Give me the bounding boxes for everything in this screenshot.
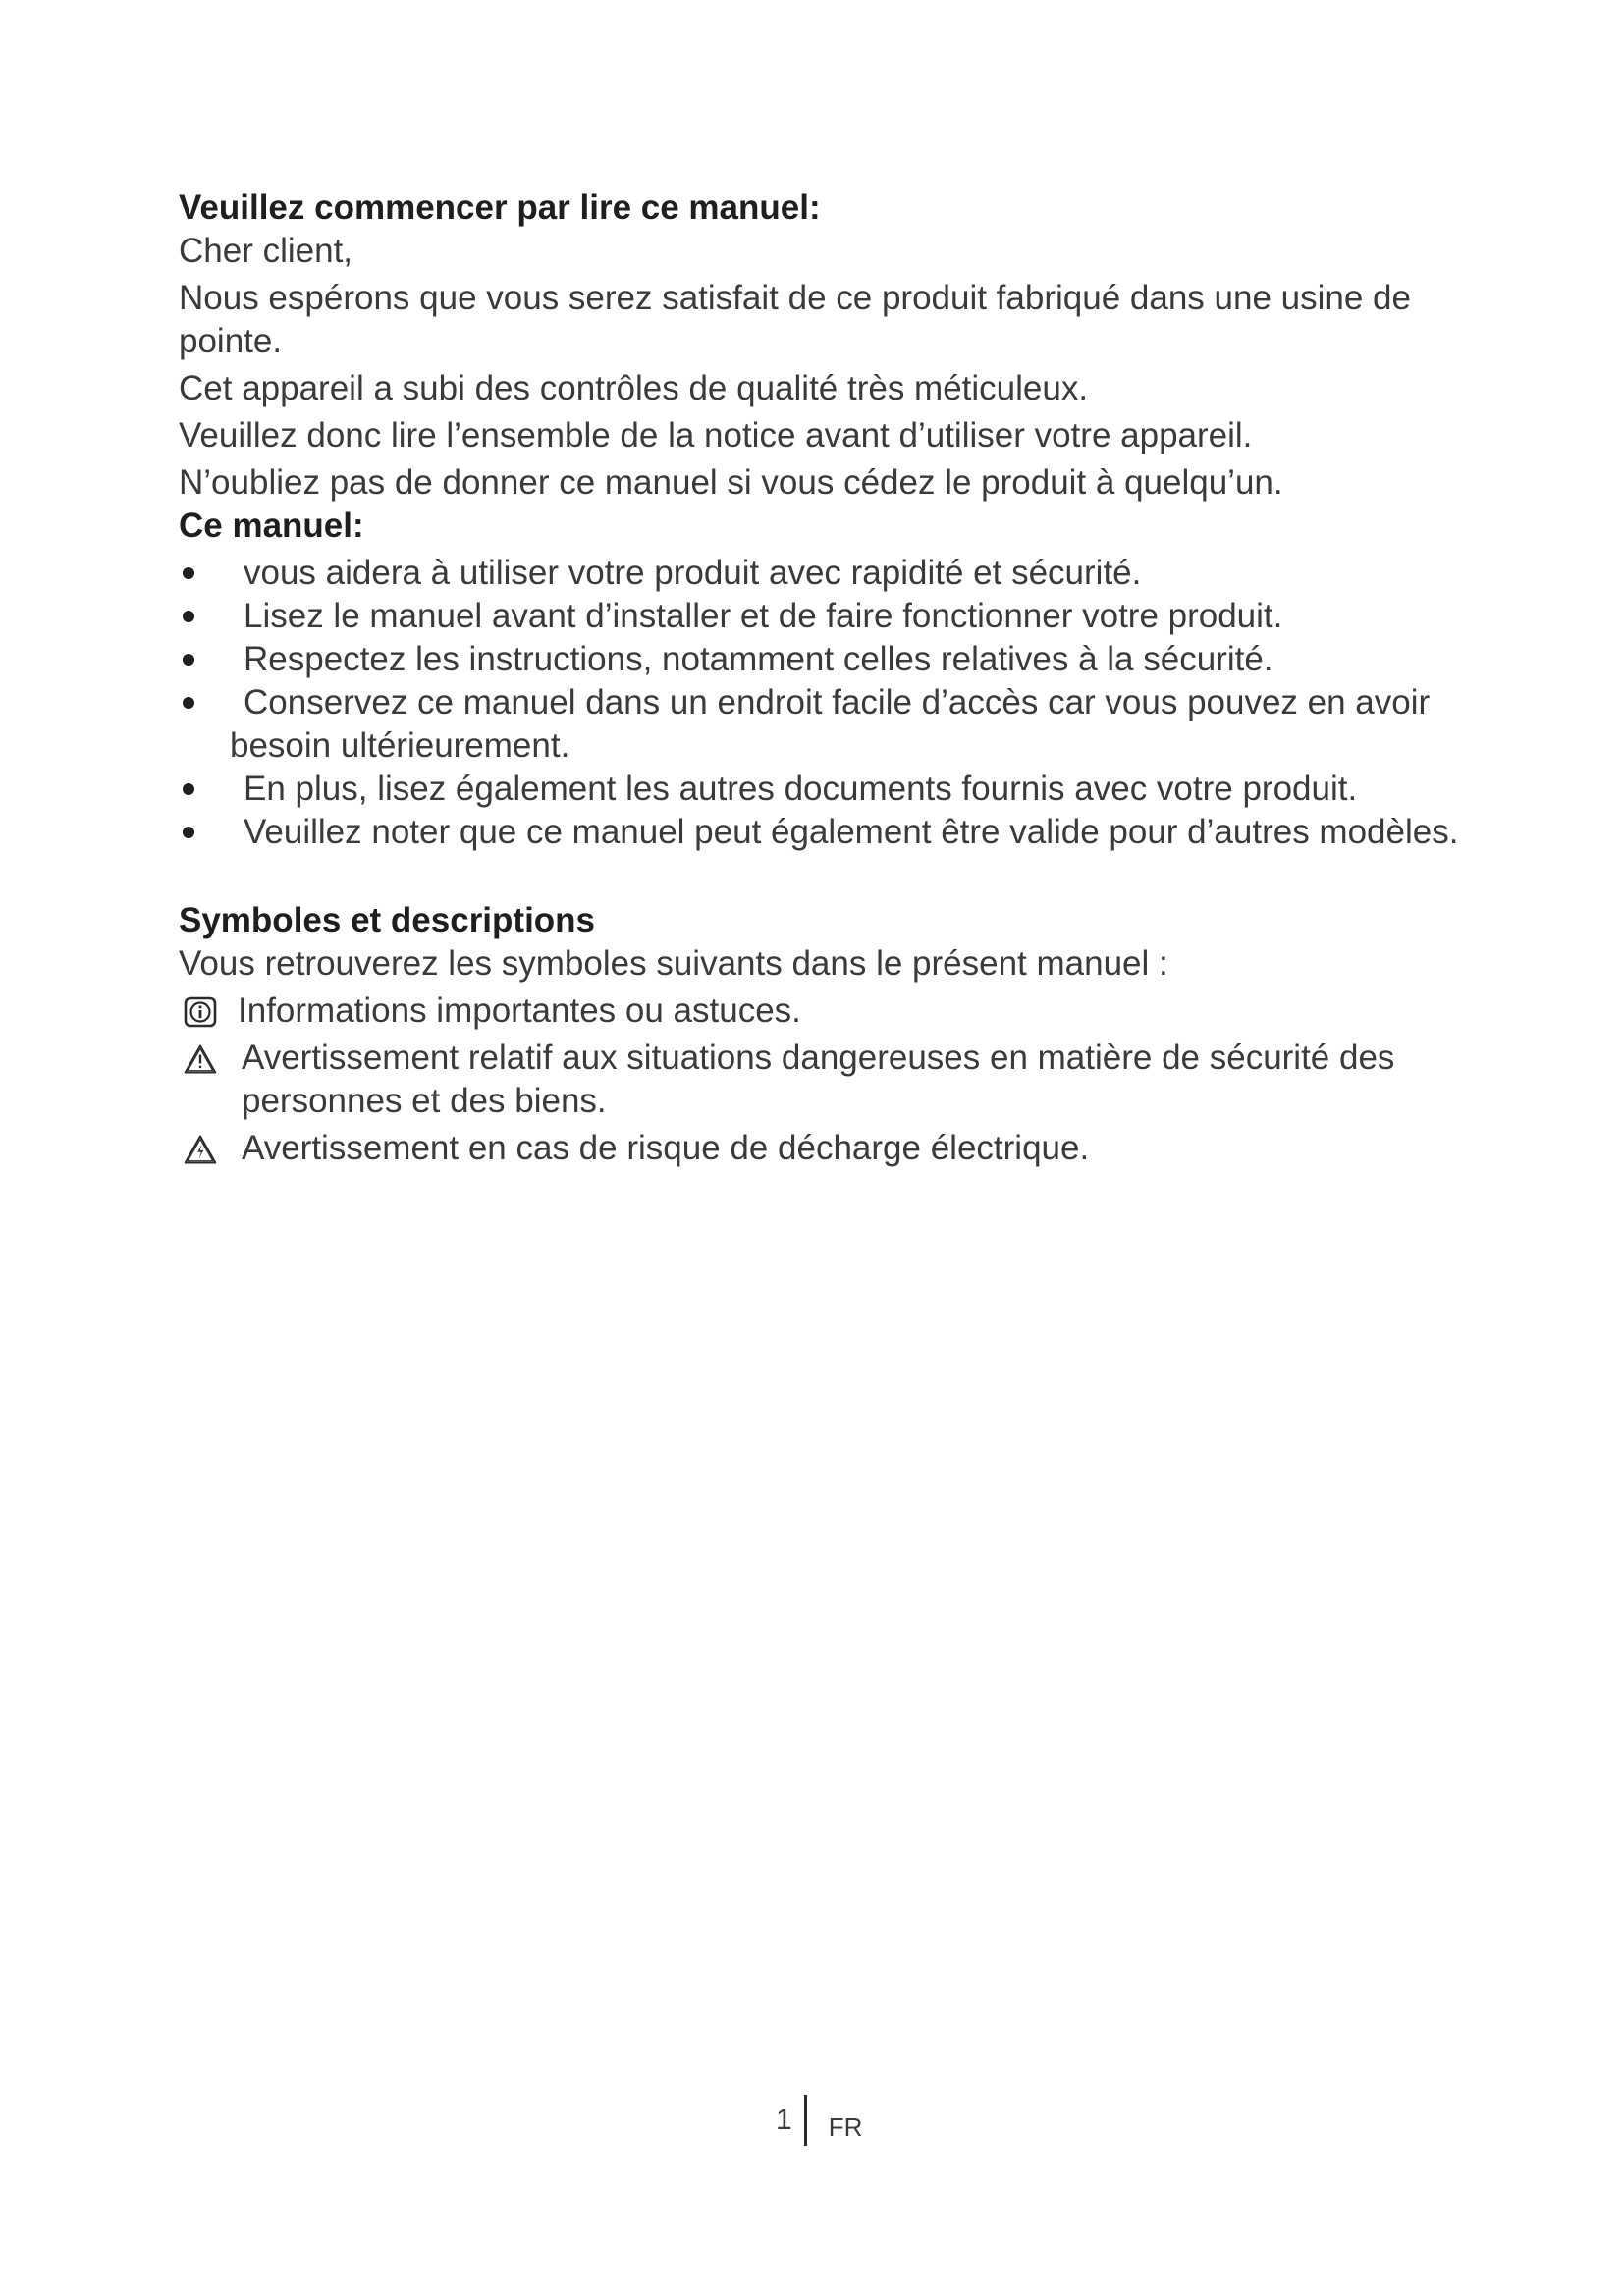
symbols-heading: Symboles et descriptions [179,901,596,939]
bullet-icon [183,567,194,579]
electric-warning-icon [183,1133,218,1166]
list-item: Lisez le manuel avant d’installer et de faire fonctionner votre produit. [179,595,1494,638]
list-item: Respectez les instructions, notamment celles relatives à la sécurité. [179,638,1494,681]
page-content [179,187,1494,1170]
list-item: Veuillez noter que ce manuel peut également être valide pour d’autres modèles. [179,811,1494,854]
page-number: 1 [776,2104,792,2136]
list-item: En plus, lisez également les autres documents fournis avec votre produit. [179,768,1494,811]
page-footer [776,2091,862,2150]
manual-bullet-list [179,552,1494,854]
list-item: Conservez ce manuel dans un endroit facile d’accès car vous pouvez en avoir besoin ultérieurement. [179,681,1494,768]
intro-line: Nous espérons que vous serez satisfait de ce produit fabriqué dans une usine de pointe. [179,279,1411,360]
bullet-icon [183,611,194,622]
manual-heading: Ce manuel: [179,507,364,545]
info-icon [183,995,218,1029]
symbol-item: Avertissement en cas de risque de décharge électrique. [179,1127,1494,1170]
intro-heading: Veuillez commencer par lire ce manuel: [179,188,821,227]
intro-line: Cet appareil a subi des contrôles de qualité très méticuleux. [179,369,1089,407]
warning-triangle-icon [183,1042,218,1076]
footer-divider [804,2095,807,2146]
intro-line: Veuillez donc lire l’ensemble de la notice avant d’utiliser votre appareil. [179,416,1253,454]
symbol-item: Avertissement relatif aux situations dangereuses en matière de sécurité des personnes et des biens. [179,1037,1494,1123]
bullet-icon [183,654,194,666]
language-code: FR [828,2111,863,2142]
bullet-icon [183,697,194,709]
list-item: vous aidera à utiliser votre produit avec rapidité et sécurité. [179,552,1494,595]
list-item-continuation: besoin ultérieurement. [230,726,570,765]
bullet-icon [183,827,194,838]
intro-line: N’oubliez pas de donner ce manuel si vous cédez le produit à quelqu’un. [179,463,1283,502]
bullet-icon [183,783,194,795]
greeting: Cher client, [179,232,353,270]
symbols-intro: Vous retrouverez les symboles suivants dans le présent manuel : [179,944,1168,983]
symbol-item: Informations importantes ou astuces. [179,989,1494,1033]
